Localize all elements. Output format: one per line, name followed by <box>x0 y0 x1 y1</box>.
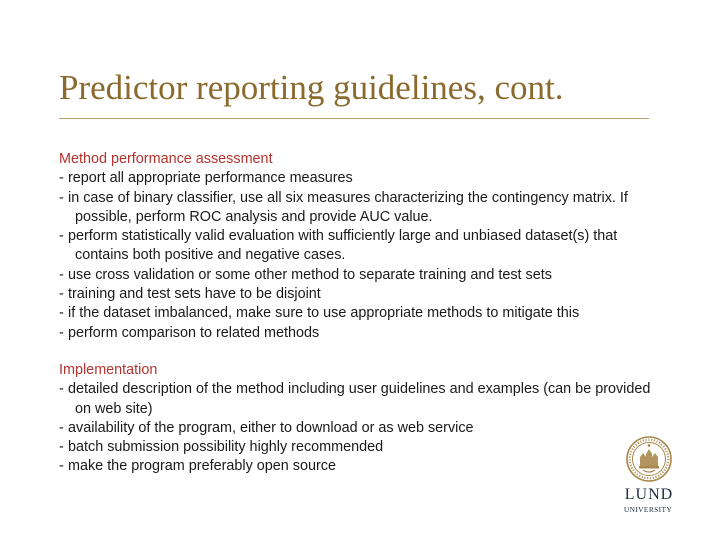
bullet-marker: - <box>59 419 64 436</box>
bullet-marker: - <box>59 286 64 303</box>
list-item <box>59 419 659 438</box>
list-item-text: make the program preferably open source <box>68 458 336 475</box>
list-item-text: if the dataset imbalanced, make sure to use appropriate methods to mitigate this <box>68 305 580 322</box>
list-item-text: in case of binary classifier, use all six measures characterizing the contingency matrix. If possible, perform ROC analysis and provide AUC value. <box>68 189 628 225</box>
slide-title: Predictor reporting guidelines, cont. <box>59 68 564 107</box>
bullet-marker: - <box>59 305 64 322</box>
list-item <box>59 324 659 343</box>
section-heading: Method performance assessment <box>59 151 273 167</box>
list-item <box>59 189 659 228</box>
university-seal-icon <box>626 436 672 482</box>
list-item <box>59 457 659 476</box>
list-item-text: perform comparison to related methods <box>68 324 320 341</box>
title-divider <box>59 118 649 119</box>
list-item <box>59 266 659 285</box>
list-item-text: perform statistically valid evaluation with sufficiently large and unbiased dataset(s) that contains both positive and negative cases. <box>68 228 618 264</box>
list-item-text: report all appropriate performance measures <box>68 170 353 187</box>
bullet-list <box>59 169 659 343</box>
list-item-text: batch submission possibility highly recommended <box>68 439 384 456</box>
list-item <box>59 285 659 304</box>
list-item <box>59 438 659 457</box>
bullet-marker: - <box>59 228 64 245</box>
list-item-text: detailed description of the method including user guidelines and examples (can be provided on web site) <box>68 381 651 417</box>
bullet-marker: - <box>59 381 64 398</box>
bullet-marker: - <box>59 266 64 283</box>
section-implementation <box>59 361 659 477</box>
logo-subtitle: UNIVERSITY <box>623 505 673 514</box>
list-item <box>59 227 659 266</box>
bullet-list <box>59 380 659 476</box>
list-item-text: availability of the program, either to download or as web service <box>68 419 474 436</box>
section-heading: Implementation <box>59 362 158 378</box>
bullet-marker: - <box>59 324 64 341</box>
list-item-text: use cross validation or some other method to separate training and test sets <box>68 266 552 283</box>
list-item <box>59 304 659 323</box>
bullet-marker: - <box>59 189 64 206</box>
logo-wordmark: LUND <box>624 486 674 503</box>
list-item <box>59 380 659 419</box>
list-item <box>59 169 659 188</box>
list-item-text: training and test sets have to be disjoint <box>68 286 321 303</box>
bullet-marker: - <box>59 439 64 456</box>
bullet-marker: - <box>59 458 64 475</box>
lund-university-logo <box>616 436 680 518</box>
bullet-marker: - <box>59 170 64 187</box>
section-method-performance <box>59 150 659 343</box>
